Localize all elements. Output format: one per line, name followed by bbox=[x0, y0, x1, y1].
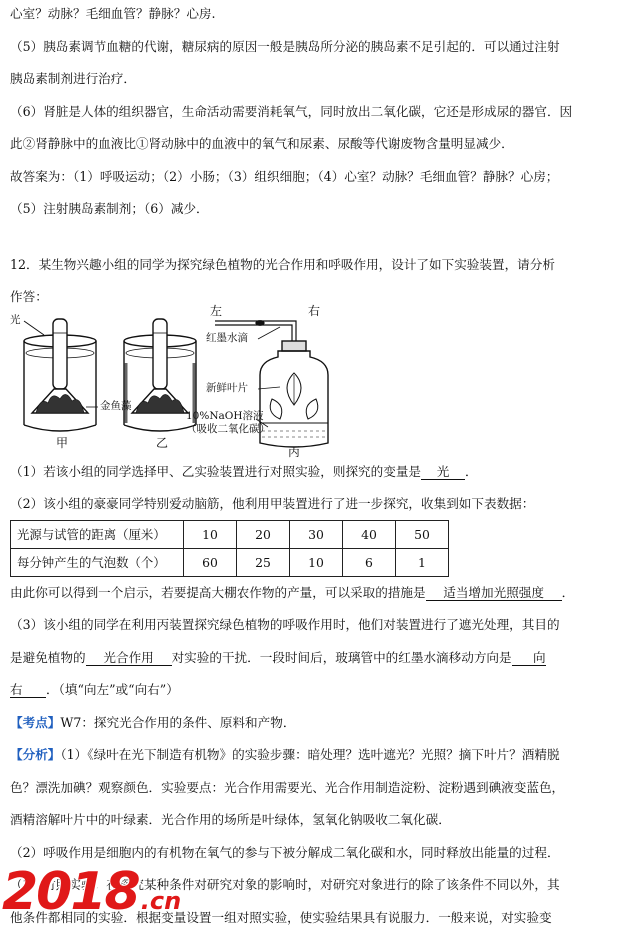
data-table bbox=[10, 520, 449, 577]
ink-pointer-line bbox=[258, 327, 280, 339]
sub-question-3-line-3 bbox=[10, 680, 609, 700]
sub-question-3-text: 是避免植物的 bbox=[10, 649, 86, 665]
table-cell: 10 bbox=[184, 520, 237, 548]
fenxi-line bbox=[10, 745, 609, 765]
text-line: （6）肾脏是人体的组织器官，生命活动需要消耗氧气，同时放出二氧化碳，它还是形成尿的器官．因 bbox=[10, 103, 573, 119]
sub-question-2-conclusion bbox=[10, 583, 609, 603]
table-row bbox=[11, 548, 449, 576]
question-stem: 作答： bbox=[10, 289, 48, 305]
answer-blank-3: 光合作用 bbox=[86, 650, 172, 666]
table-cell: 20 bbox=[237, 520, 290, 548]
watermark-suffix: .cn bbox=[140, 887, 182, 915]
right-label: 右 bbox=[308, 303, 321, 318]
fenxi-line: 色？漂洗加碘？观察颜色．实验要点：光合作用需要光、光合作用制造淀粉、淀粉遇到碘液变蓝色， bbox=[10, 779, 565, 795]
sub-question-1 bbox=[10, 462, 609, 482]
table-row-header: 光源与试管的距离（厘米） bbox=[11, 520, 184, 548]
table-row-header: 每分钟产生的气泡数（个） bbox=[11, 548, 184, 576]
table-cell: 50 bbox=[396, 520, 449, 548]
bing-label: 丙 bbox=[288, 444, 301, 459]
apparatus-jia-drawing bbox=[24, 319, 96, 431]
kaodian-text: W7：探究光合作用的条件、原料和产物． bbox=[60, 714, 296, 730]
fenxi-line: （3）对照实验：在探究某种条件对研究对象的影响时，对研究对象进行的除了该条件不同以外，其 bbox=[10, 877, 560, 893]
sub-question-2: （2）该小组的豪豪同学特别爱动脑筋，他利用甲装置进行了进一步探究，收集到如下表数据： bbox=[10, 496, 535, 512]
conclusion-end: ． bbox=[561, 584, 575, 600]
experiment-figure bbox=[10, 303, 609, 459]
answer-blank-2: 适当增加光照强度 bbox=[426, 585, 562, 601]
text-line: 此②肾静脉中的血液比①肾动脉中的血液中的氧气和尿素、尿酸等代谢废物含量明显减少． bbox=[10, 136, 514, 152]
answer-blank-4a: 向 bbox=[512, 650, 546, 666]
table-row bbox=[11, 520, 449, 548]
leaf-pointer-line bbox=[258, 387, 280, 389]
table-cell: 25 bbox=[237, 548, 290, 576]
table-cell: 6 bbox=[343, 548, 396, 576]
answer-line: （5）注射胰岛素制剂；（6）减少． bbox=[10, 201, 209, 217]
fenxi-text: （1）《绿叶在光下制造有机物》的实验步骤：暗处理？选叶遮光？光照？摘下叶片？酒精脱 bbox=[60, 747, 560, 763]
table-cell: 30 bbox=[290, 520, 343, 548]
question-stem: 12．某生物兴趣小组的同学为探究绿色植物的光合作用和呼吸作用，设计了如下实验装置，请分析 bbox=[10, 256, 555, 272]
plant-label: 金鱼藻 bbox=[100, 399, 132, 412]
yi-label: 乙 bbox=[156, 435, 169, 450]
sub-question-3-mid: 对实验的干扰．一段时间后，玻璃管中的红墨水滴移动方向是 bbox=[171, 649, 512, 665]
sub-question-3: （3）该小组的同学在利用丙装置探究绿色植物的呼吸作用时，他们对装置进行了遮光处理，其目的 bbox=[10, 617, 560, 633]
light-label: 光 bbox=[10, 313, 21, 326]
table-cell: 40 bbox=[343, 520, 396, 548]
text-line: 心室？动脉？毛细血管？静脉？心房. bbox=[10, 6, 216, 21]
table-cell: 10 bbox=[290, 548, 343, 576]
fenxi-line: 他条件都相同的实验．根据变量设置一组对照实验，使实验结果具有说服力．一般来说，对实验变 bbox=[10, 909, 552, 925]
leaf-label: 新鲜叶片 bbox=[206, 381, 248, 394]
sub-question-1-text: （1）若该小组的同学选择甲、乙实验装置进行对照实验，则探究的变量是 bbox=[10, 463, 422, 479]
jia-label: 甲 bbox=[56, 435, 69, 450]
text-line: （5）胰岛素调节血糖的代谢，糖尿病的原因一般是胰岛所分泌的胰岛素不足引起的．可以通过注射 bbox=[10, 38, 560, 54]
ink-drop-label: 红墨水滴 bbox=[206, 331, 248, 344]
table-cell: 60 bbox=[184, 548, 237, 576]
naoh-note-label: （吸收二氧化碳） bbox=[186, 422, 270, 435]
kaodian-line bbox=[10, 713, 609, 733]
kaodian-tag: 【考点】 bbox=[10, 714, 61, 730]
conclusion-text: 由此你可以得到一个启示，若要提高大棚农作物的产量，可以采取的措施是 bbox=[10, 584, 426, 600]
text-line: 胰岛素制剂进行治疗． bbox=[10, 71, 136, 87]
fenxi-line: 酒精溶解叶片中的叶绿素．光合作用的场所是叶绿体，氢氧化钠吸收二氧化碳． bbox=[10, 812, 451, 828]
sub-question-3-end: ．（填“向左”或“向右”） bbox=[46, 682, 179, 698]
answer-blank-4b: 右 bbox=[10, 682, 46, 698]
watermark-main: 2018 bbox=[2, 862, 139, 922]
fenxi-line: （2）呼吸作用是细胞内的有机物在氧气的参与下被分解成二氧化碳和水，同时释放出能量的过程． bbox=[10, 844, 560, 860]
watermark-logo bbox=[2, 862, 182, 922]
answer-line: 故答案为：（1）呼吸运动；（2）小肠；（3）组织细胞；（4）心室？动脉？毛细血管？静脉？心房； bbox=[10, 168, 559, 184]
answer-blank-1: 光 bbox=[421, 464, 465, 480]
left-label: 左 bbox=[210, 303, 223, 318]
sub-question-3-line-2 bbox=[10, 648, 609, 668]
table-cell: 1 bbox=[396, 548, 449, 576]
fenxi-tag: 【分析】 bbox=[10, 747, 61, 763]
sub-question-1-end: ． bbox=[465, 463, 478, 479]
naoh-label: 10%NaOH溶液 bbox=[186, 409, 264, 422]
